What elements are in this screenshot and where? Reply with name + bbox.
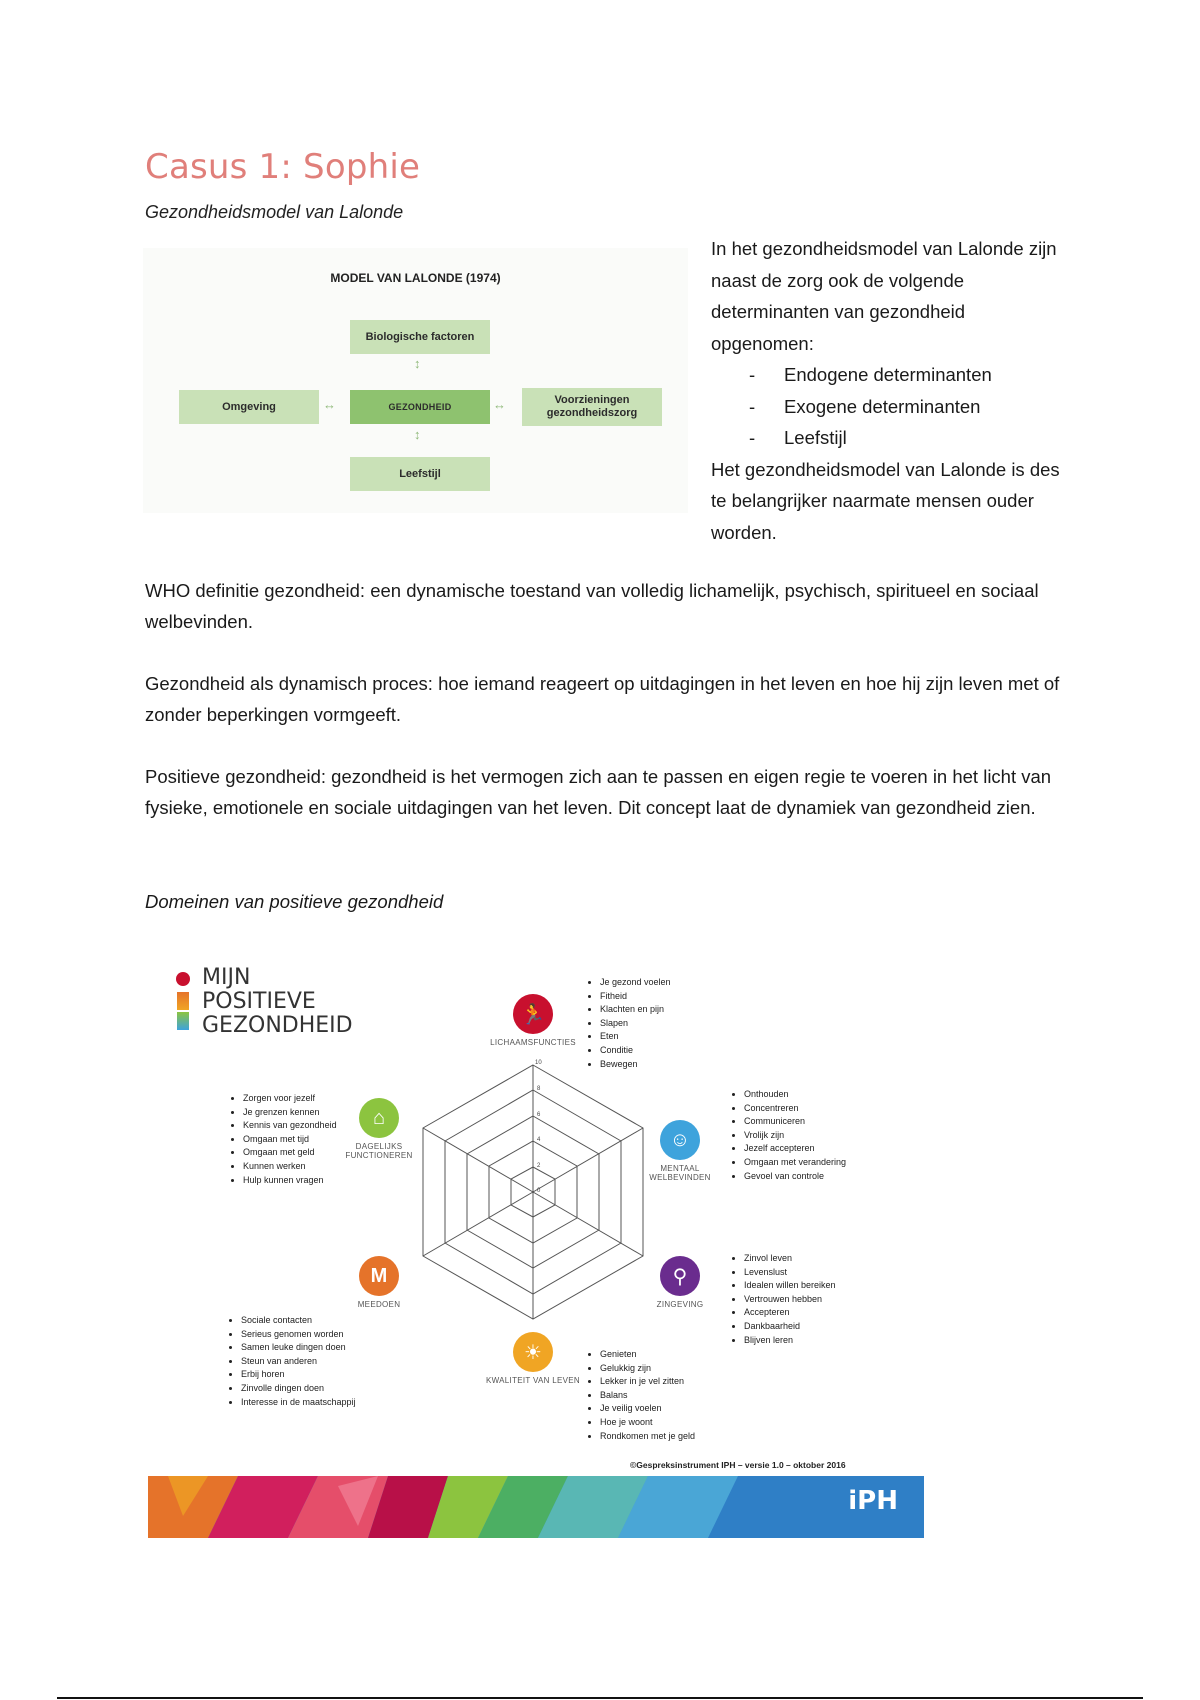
- zingeving-icon: ⚲: [660, 1256, 700, 1296]
- list-item: • Vertrouwen hebben: [744, 1293, 836, 1307]
- list-item: • Vrolijk zijn: [744, 1129, 846, 1143]
- paragraph-dynamic-process: Gezondheid als dynamisch proces: hoe iemand reageert op uitdagingen in het leven en hoe hij zijn leven met of zonder beperkingen vormgeeft.: [145, 673, 1060, 725]
- lalonde-box-biologische-factoren: Biologische factoren: [350, 320, 490, 354]
- list-item: • Accepteren: [744, 1306, 836, 1320]
- radar-tick: 8: [537, 1086, 541, 1092]
- copyright-credit: ©Gespreksinstrument IPH – versie 1.0 – oktober 2016: [630, 1460, 846, 1470]
- lichaamsfuncties-icon: 🏃: [513, 994, 553, 1034]
- paragraph-who-definition: WHO definitie gezondheid: een dynamische toestand van volledig lichamelijk, psychisch, spiritueel en sociaal welbevinden.: [145, 580, 1039, 632]
- list-item: • Zinvol leven: [744, 1252, 836, 1266]
- list-item: • Gelukkig zijn: [600, 1362, 695, 1376]
- domain-label-zingeving: ZINGEVING: [656, 1300, 704, 1309]
- iph-logo: iPH: [848, 1486, 898, 1516]
- list-item: • Levenslust: [744, 1266, 836, 1280]
- list-item: • Je veilig voelen: [600, 1402, 695, 1416]
- radar-axis: [533, 1192, 643, 1256]
- list-item: • Bewegen: [600, 1058, 671, 1072]
- arrow-vertical-top: ↕: [414, 356, 421, 371]
- logo-line: GEZONDHEID: [202, 1013, 353, 1038]
- domain-label-mentaal-welbevinden: MENTAAL WELBEVINDEN: [649, 1164, 711, 1182]
- radar-tick: 2: [537, 1163, 541, 1169]
- list-item: • Eten: [600, 1030, 671, 1044]
- lalonde-model-figure: [143, 248, 688, 513]
- domain-label-kwaliteit-van-leven: KWALITEIT VAN LEVEN: [485, 1376, 581, 1385]
- list-item: • Omgaan met geld: [243, 1146, 337, 1160]
- list-item: • Rondkomen met je geld: [600, 1430, 695, 1444]
- list-item: • Lekker in je vel zitten: [600, 1375, 695, 1389]
- list-kwaliteit-van-leven: [585, 1348, 695, 1443]
- radar-axis: [533, 1128, 643, 1192]
- list-item: • Communiceren: [744, 1115, 846, 1129]
- list-item: • Idealen willen bereiken: [744, 1279, 836, 1293]
- page-title: Casus 1: Sophie: [145, 147, 421, 187]
- radar-tick: 0: [537, 1188, 541, 1194]
- list-item: • Hulp kunnen vragen: [243, 1174, 337, 1188]
- list-item: • Conditie: [600, 1044, 671, 1058]
- list-item: • Samen leuke dingen doen: [241, 1341, 356, 1355]
- list-lichaamsfuncties: [585, 976, 671, 1071]
- lalonde-intro: In het gezondheidsmodel van Lalonde zijn naast de zorg ook de volgende determinanten van gezondheid opgenomen:: [711, 238, 1057, 354]
- lalonde-heading: MODEL VAN LALONDE (1974): [330, 271, 501, 285]
- list-mentaal-welbevinden: [729, 1088, 846, 1183]
- list-item: • Hoe je woont: [600, 1416, 695, 1430]
- domain-label-dagelijks-functioneren: DAGELIJKS FUNCTIONEREN: [345, 1142, 413, 1160]
- list-item: • Kennis van gezondheid: [243, 1119, 337, 1133]
- lalonde-box-leefstijl: Leefstijl: [350, 457, 490, 491]
- lalonde-outro: Het gezondheidsmodel van Lalonde is des te belangrijker naarmate mensen ouder worden.: [711, 458, 1060, 543]
- determinants-list: [711, 359, 1071, 454]
- list-item: • Je gezond voelen: [600, 976, 671, 990]
- domains-heading: Domeinen van positieve gezondheid: [145, 891, 444, 912]
- list-item: • Je grenzen kennen: [243, 1106, 337, 1120]
- kwaliteit-van-leven-icon: ☀: [513, 1332, 553, 1372]
- list-item: - Exogene determinanten: [711, 391, 1071, 423]
- list-item: • Genieten: [600, 1348, 695, 1362]
- list-item: • Interesse in de maatschappij: [241, 1396, 356, 1410]
- radar-tick: 4: [537, 1137, 541, 1143]
- radar-axis: [423, 1192, 533, 1256]
- positive-health-figure: [146, 950, 926, 1540]
- list-item: - Endogene determinanten: [711, 359, 1071, 391]
- list-item: • Slapen: [600, 1017, 671, 1031]
- lalonde-box-gezondheid: GEZONDHEID: [350, 390, 490, 424]
- list-item: • Onthouden: [744, 1088, 846, 1102]
- list-meedoen: [226, 1314, 356, 1409]
- list-item: • Serieus genomen worden: [241, 1328, 356, 1342]
- lalonde-explanation: [711, 233, 1071, 548]
- list-item: • Balans: [600, 1389, 695, 1403]
- list-item: • Steun van anderen: [241, 1355, 356, 1369]
- list-item: • Jezelf accepteren: [744, 1142, 846, 1156]
- meedoen-icon: M: [359, 1256, 399, 1296]
- list-item: • Omgaan met tijd: [243, 1133, 337, 1147]
- banner-shapes: [148, 1476, 924, 1538]
- list-zingeving: [729, 1252, 836, 1347]
- list-dagelijks-functioneren: [228, 1092, 337, 1187]
- list-item: • Omgaan met verandering: [744, 1156, 846, 1170]
- arrow-vertical-bottom: ↕: [414, 427, 421, 442]
- radar-tick: 6: [537, 1112, 541, 1118]
- lalonde-box-voorzieningen: Voorzieningen gezondheidszorg: [522, 388, 662, 426]
- logo-line: POSITIEVE: [202, 989, 316, 1014]
- domain-label-lichaamsfuncties: LICHAAMSFUNCTIES: [490, 1038, 576, 1047]
- list-item: • Fitheid: [600, 990, 671, 1004]
- mentaal-welbevinden-icon: ☺: [660, 1120, 700, 1160]
- list-item: • Klachten en pijn: [600, 1003, 671, 1017]
- list-item: • Blijven leren: [744, 1334, 836, 1348]
- radar-axis: [423, 1128, 533, 1192]
- logo-line: MIJN: [202, 965, 251, 990]
- list-item: - Leefstijl: [711, 422, 1071, 454]
- arrow-horizontal-right: ↔: [493, 397, 506, 412]
- list-item: • Gevoel van controle: [744, 1170, 846, 1184]
- page-bottom-rule: [57, 1697, 1143, 1699]
- list-item: • Zinvolle dingen doen: [241, 1382, 356, 1396]
- section-subtitle: Gezondheidsmodel van Lalonde: [145, 202, 404, 222]
- color-banner: [148, 1476, 924, 1538]
- radar-tick: 10: [535, 1060, 542, 1066]
- list-item: • Dankbaarheid: [744, 1320, 836, 1334]
- lalonde-box-omgeving: Omgeving: [179, 390, 319, 424]
- arrow-horizontal-left: ↔: [323, 397, 336, 412]
- list-item: • Erbij horen: [241, 1368, 356, 1382]
- list-item: • Sociale contacten: [241, 1314, 356, 1328]
- domain-label-meedoen: MEEDOEN: [357, 1300, 401, 1309]
- dagelijks-functioneren-icon: ⌂: [359, 1098, 399, 1138]
- list-item: • Kunnen werken: [243, 1160, 337, 1174]
- list-item: • Concentreren: [744, 1102, 846, 1116]
- paragraph-positive-health: Positieve gezondheid: gezondheid is het vermogen zich aan te passen en eigen regie te voeren in het licht van fysieke, emotionele en sociale uitdagingen van het leven. Dit concept laat de dynamiek van gezondheid zien.: [145, 766, 1052, 818]
- list-item: • Zorgen voor jezelf: [243, 1092, 337, 1106]
